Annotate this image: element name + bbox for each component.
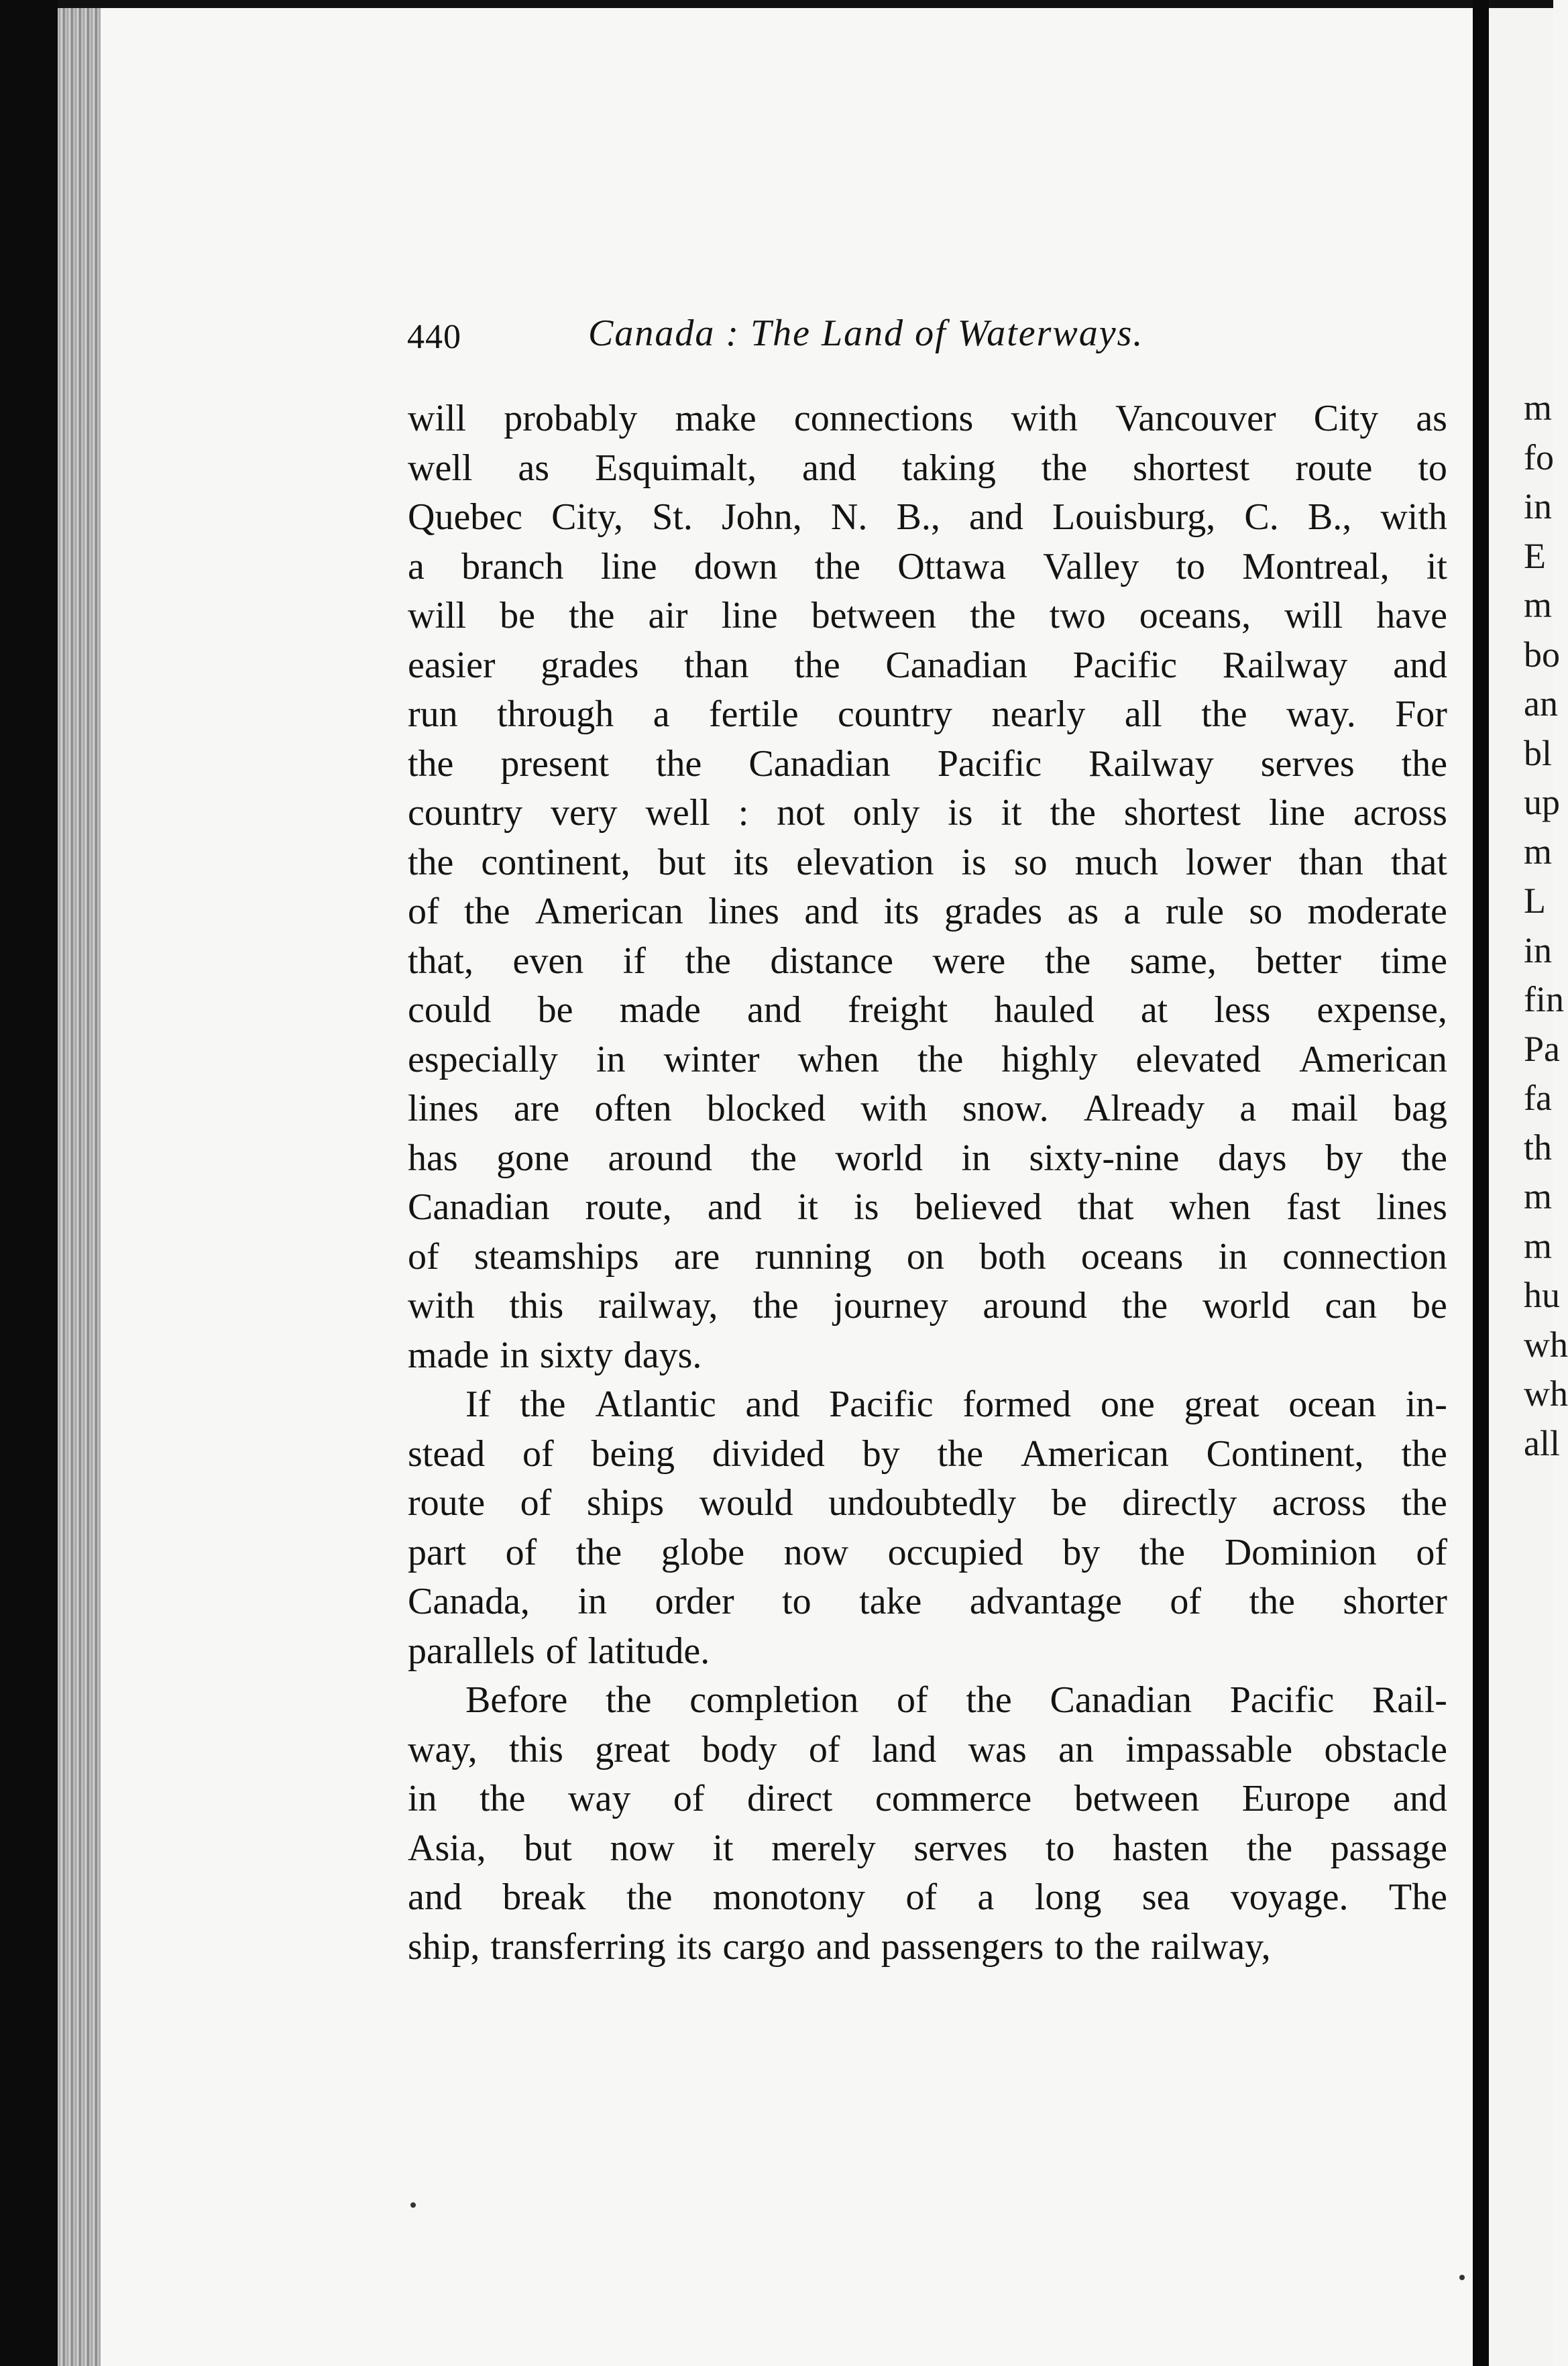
- text-line: the continent, but its elevation is so much lower than that: [408, 841, 1447, 883]
- running-head: [407, 305, 1272, 361]
- facing-page-fragment: m: [1524, 388, 1553, 428]
- text-line: easier grades than the Canadian Pacific Railway and: [408, 644, 1447, 686]
- text-line: stead of being divided by the American Continent, the: [408, 1432, 1447, 1475]
- facing-page-fragment: m: [1524, 831, 1553, 872]
- text-line: made in sixty days.: [408, 1334, 702, 1376]
- body-text: [408, 394, 1447, 1972]
- page-number: 440: [407, 318, 461, 356]
- book-page-edges: [58, 8, 101, 2366]
- text-line: has gone around the world in sixty-nine days by the: [408, 1137, 1447, 1179]
- text-line: could be made and freight hauled at less expense,: [408, 989, 1447, 1031]
- facing-page-fragment: bo: [1524, 634, 1560, 675]
- text-line: If the Atlantic and Pacific formed one great ocean in-: [465, 1384, 1447, 1425]
- text-line: country very well : not only is it the shortest line across: [408, 792, 1447, 834]
- paragraph: [408, 394, 1447, 1380]
- facing-page-fragment: bl: [1524, 732, 1553, 773]
- facing-page-fragment: in: [1524, 486, 1553, 526]
- facing-page-fragment: m: [1524, 1225, 1553, 1266]
- facing-page-fragment: wh: [1524, 1324, 1568, 1365]
- facing-page-fragment: wh: [1524, 1373, 1568, 1414]
- text-line: well as Esquimalt, and taking the shortest route to: [408, 447, 1447, 489]
- facing-page-fragment: th: [1524, 1127, 1553, 1168]
- print-speck: [410, 2202, 416, 2208]
- text-line: that, even if the distance were the same, better time: [408, 940, 1447, 982]
- text-line: with this railway, the journey around the world can be: [408, 1285, 1447, 1327]
- facing-page-fragment: fa: [1524, 1078, 1552, 1118]
- text-line: Before the completion of the Canadian Pacific Rail-: [465, 1679, 1447, 1721]
- text-line: Asia, but now it merely serves to hasten the passage: [408, 1827, 1447, 1869]
- facing-page-fragment: Pa: [1524, 1028, 1560, 1069]
- text-line: part of the globe now occupied by the Dominion of: [408, 1531, 1447, 1573]
- scan-border-top: [0, 0, 1553, 8]
- text-line: will be the air line between the two oceans, will have: [408, 595, 1447, 636]
- facing-page-fragment: fo: [1524, 437, 1554, 477]
- text-line: Canada, in order to take advantage of the shorter: [408, 1581, 1447, 1622]
- paragraph: [408, 1380, 1447, 1676]
- text-line: in the way of direct commerce between Europe and: [408, 1778, 1447, 1819]
- running-title: Canada : The Land of Waterways.: [588, 313, 1144, 354]
- text-line: run through a fertile country nearly all the way. For: [408, 693, 1447, 735]
- text-line: especially in winter when the highly elevated American: [408, 1038, 1447, 1080]
- facing-page-fragment: up: [1524, 782, 1560, 822]
- facing-page-edge: [1489, 8, 1568, 2366]
- facing-page-fragment: in: [1524, 929, 1553, 970]
- facing-page-fragment: m: [1524, 585, 1553, 625]
- facing-page-fragment: an: [1524, 683, 1558, 724]
- text-line: route of ships would undoubtedly be directly across the: [408, 1482, 1447, 1524]
- text-line: will probably make connections with Vancouver City as: [408, 398, 1447, 439]
- facing-page-fragment: all: [1524, 1422, 1560, 1463]
- text-line: lines are often blocked with snow. Already a mail bag: [408, 1088, 1447, 1129]
- text-line: parallels of latitude.: [408, 1630, 710, 1672]
- facing-page-fragment: m: [1524, 1176, 1553, 1217]
- text-line: of steamships are running on both oceans in connection: [408, 1235, 1447, 1278]
- text-line: of the American lines and its grades as a rule so moderate: [408, 891, 1447, 932]
- text-line: and break the monotony of a long sea voyage. The: [408, 1876, 1447, 1918]
- text-line: the present the Canadian Pacific Railway serves the: [408, 742, 1447, 785]
- print-speck: [1459, 2275, 1465, 2280]
- facing-page-fragment: L: [1524, 881, 1546, 921]
- text-line: a branch line down the Ottawa Valley to Montreal, it: [408, 545, 1447, 587]
- book-gutter: [1473, 0, 1489, 2366]
- facing-page-fragment: fin: [1524, 979, 1564, 1019]
- facing-page-fragment: hu: [1524, 1275, 1560, 1315]
- text-line: ship, transferring its cargo and passengers to the railway,: [408, 1925, 1271, 1968]
- scan-border-left: [0, 0, 58, 2366]
- facing-page-fragment: E: [1524, 535, 1546, 576]
- text-line: Quebec City, St. John, N. B., and Louisburg, C. B., with: [408, 496, 1447, 538]
- text-line: Canadian route, and it is believed that when fast lines: [408, 1186, 1447, 1228]
- text-line: way, this great body of land was an impassable obstacle: [408, 1728, 1447, 1770]
- paragraph: [408, 1676, 1447, 1972]
